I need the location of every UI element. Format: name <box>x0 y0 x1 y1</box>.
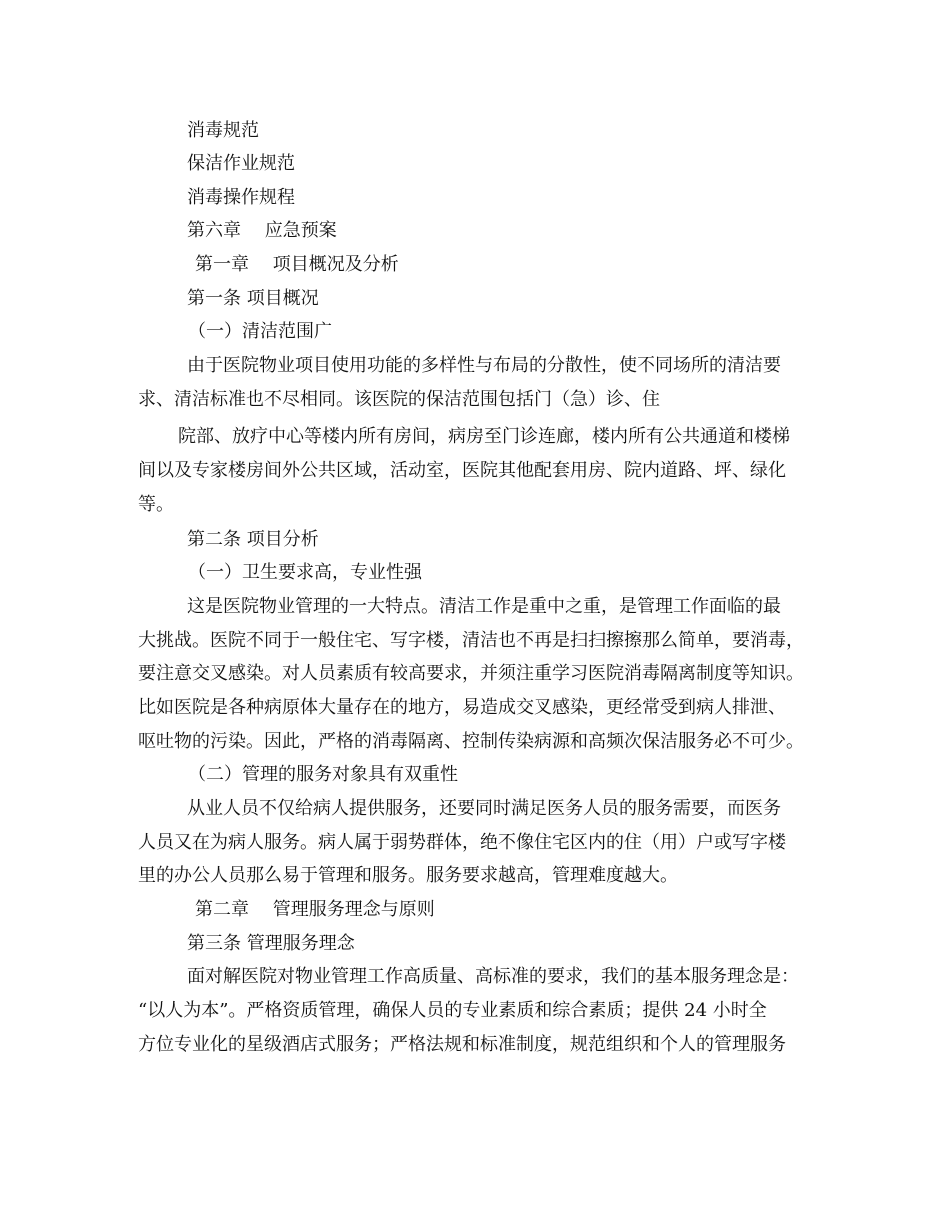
paragraph-line: 由于医院物业项目使用功能的多样性与布局的分散性，使不同场所的清洁要 <box>187 355 781 376</box>
article-heading-two: 第二条 项目分析 <box>187 529 319 550</box>
subsection-heading: （二）管理的服务对象具有双重性 <box>188 764 458 785</box>
toc-item-disinfection-procedure: 消毒操作规程 <box>187 187 295 208</box>
paragraph-line: 间以及专家楼房间外公共区域，活动室，医院其他配套用房、院内道路、坪、绿化 <box>138 460 786 481</box>
toc-item-chapter-six: 第六章 应急预案 <box>187 220 337 241</box>
paragraph-line: 比如医院是各种病原体大量存在的地方，易造成交叉感染，更经常受到病人排泄、 <box>138 697 786 718</box>
subsection-heading: （一）卫生要求高，专业性强 <box>188 562 422 583</box>
paragraph-line: 从业人员不仅给病人提供服务，还要同时满足医务人员的服务需要，而医务 <box>187 798 781 819</box>
article-heading-three: 第三条 管理服务理念 <box>187 933 355 954</box>
article-heading-one: 第一条 项目概况 <box>187 288 319 309</box>
paragraph-line: “以人为本”。严格资质管理，确保人员的专业素质和综合素质；提供 24 小时全 <box>138 1000 767 1021</box>
toc-item-cleaning-spec: 保洁作业规范 <box>187 153 295 174</box>
paragraph-line: 这是医院物业管理的一大特点。清洁工作是重中之重，是管理工作面临的最 <box>187 596 781 617</box>
subsection-heading: （一）清洁范围广 <box>188 321 332 342</box>
paragraph-line: 人员又在为病人服务。病人属于弱势群体，绝不像住宅区内的住（用）户或写字楼 <box>138 832 786 853</box>
paragraph-line: 方位专业化的星级酒店式服务；严格法规和标准制度，规范组织和个人的管理服务 <box>138 1034 786 1055</box>
paragraph-line: 求、清洁标准也不尽相同。该医院的保洁范围包括门（急）诊、住 <box>138 389 660 410</box>
paragraph-line: 等。 <box>138 494 174 515</box>
paragraph-line: 大挑战。医院不同于一般住宅、写字楼，清洁也不再是扫扫擦擦那么简单，要消毒， <box>138 630 804 651</box>
paragraph-line: 院部、放疗中心等楼内所有房间，病房至门诊连廊，楼内所有公共通道和楼梯 <box>178 426 790 447</box>
paragraph-line: 呕吐物的污染。因此，严格的消毒隔离、控制传染病源和高频次保洁服务必不可少。 <box>138 731 804 752</box>
paragraph-line: 面对解医院对物业管理工作高质量、高标准的要求，我们的基本服务理念是： <box>187 966 799 987</box>
paragraph-line: 要注意交叉感染。对人员素质有较高要求，并须注重学习医院消毒隔离制度等知识。 <box>138 663 804 684</box>
chapter-heading-one: 第一章 项目概况及分析 <box>195 254 399 275</box>
chapter-heading-two: 第二章 管理服务理念与原则 <box>195 899 435 920</box>
paragraph-line: 里的办公人员那么易于管理和服务。服务要求越高，管理难度越大。 <box>138 865 678 886</box>
toc-item-disinfection-spec: 消毒规范 <box>187 120 259 141</box>
